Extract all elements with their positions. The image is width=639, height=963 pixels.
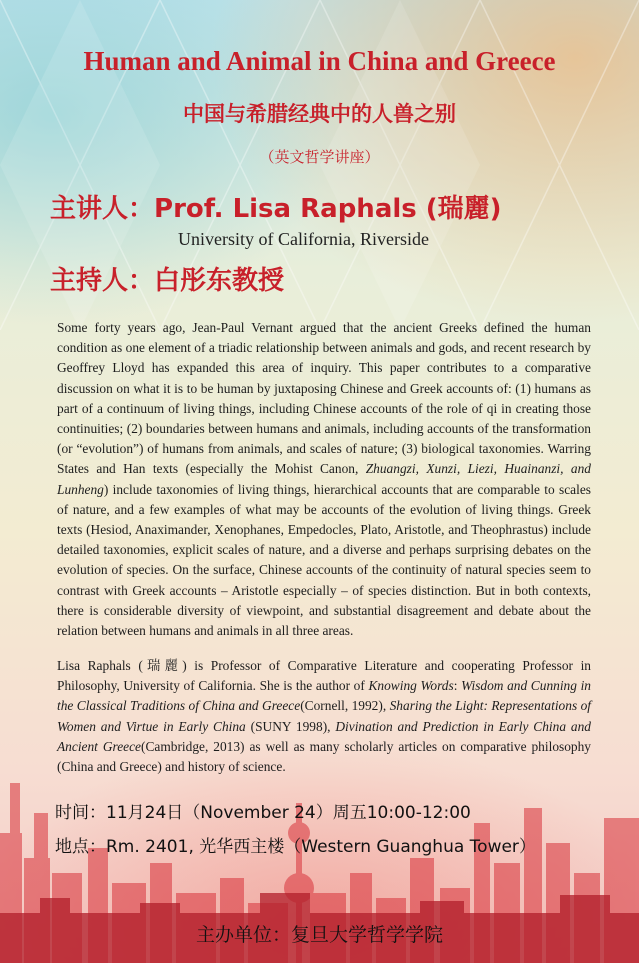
bio-book-1-title: Knowing Words bbox=[368, 678, 454, 694]
host-line bbox=[50, 260, 284, 297]
event-location: 地点：Rm. 2401, 光华西主楼（Western Guanghua Tower） bbox=[55, 837, 536, 857]
bio-text-3: (Cornell, 1992), bbox=[300, 698, 390, 714]
speaker-biography bbox=[57, 656, 591, 777]
event-time: 时间：11月24日（November 24）周五10:00-12:00 bbox=[55, 803, 471, 823]
bio-text-2: : bbox=[453, 678, 462, 694]
host-name: 白彤东教授 bbox=[154, 266, 285, 296]
lecture-type-label: （英文哲学讲座） bbox=[259, 148, 380, 166]
speaker-affiliation: University of California, Riverside bbox=[178, 229, 429, 249]
speaker-name: Prof. Lisa Raphals (瑞麗) bbox=[154, 194, 502, 224]
bio-text-4: (SUNY 1998), bbox=[245, 718, 336, 734]
bio-book-1-subtitle: Wisdom and Cunning in the Classical Traditions of China and Greece bbox=[57, 678, 591, 714]
host-label: 主持人： bbox=[50, 266, 155, 296]
poster-title-chinese: 中国与希腊经典中的人兽之别 bbox=[183, 102, 456, 126]
bio-book-2-title: Sharing the Light: Representations of Women and Virtue in Early China bbox=[57, 698, 591, 734]
abstract-text-part-1: Some forty years ago, Jean-Paul Vernant argued that the ancient Greeks defined the human condition as one element of a triadic relationship between animals and gods, and recent research by Geoffrey Lloyd has expanded this area of inquiry. This paper contributes to a comparative discussion on what it is to be human by juxtaposing Chinese and Greek accounts of: (1) humans as part of a continuum of living things, including Chinese accounts of the role of qi in creating those continuities; (2) boundaries between humans and animals, including accounts of the transformation (or “evolution”) of humans from animals, and scales of nature; (3) biological taxonomies. Warring States and Han texts (especially the Mohist Canon, bbox=[57, 320, 591, 477]
speaker-line bbox=[50, 188, 502, 225]
event-organizer: 主办单位：复旦大学哲学学院 bbox=[195, 924, 443, 946]
abstract-text-part-2: ) include taxonomies of living things, hierarchical accounts that are comparable to scales of nature, and a few examples of what may be accounts of the evolution of living things. Greek texts (Hesiod, Anaximander, Xenophanes, Empedocles, Plato, Aristotle, and Theophrastus) include detailed taxonomies, explicit scales of nature, and a diverse and perhaps surprising debates on the evolution of species. On the surface, Chinese accounts of the continuity of natural species seem to contrast with Greek accounts – Aristotle especially – of species distinction. But in both contexts, there is considerable diversity of viewpoint, and substantial disagreement and debate about the relation between humans and animals in all three areas. bbox=[57, 481, 591, 639]
speaker-label: 主讲人： bbox=[50, 194, 155, 224]
lecture-abstract bbox=[57, 318, 591, 641]
bio-text-1: Lisa Raphals (瑞麗) is Professor of Comparative Literature and cooperating Professor in Philosophy, University of California. She is the author of bbox=[57, 658, 591, 694]
poster-title-english: Human and Animal in China and Greece bbox=[83, 46, 556, 76]
abstract-italic-texts: Zhuangzi, Xunzi, Liezi, Huainanzi, and Lunheng bbox=[57, 461, 591, 497]
bio-text-5: (Cambridge, 2013) as well as many scholarly articles on comparative philosophy (China and Greece) and history of science. bbox=[57, 738, 592, 775]
bio-book-3-title: Divination and Prediction in Early China and Ancient Greece bbox=[57, 718, 591, 754]
